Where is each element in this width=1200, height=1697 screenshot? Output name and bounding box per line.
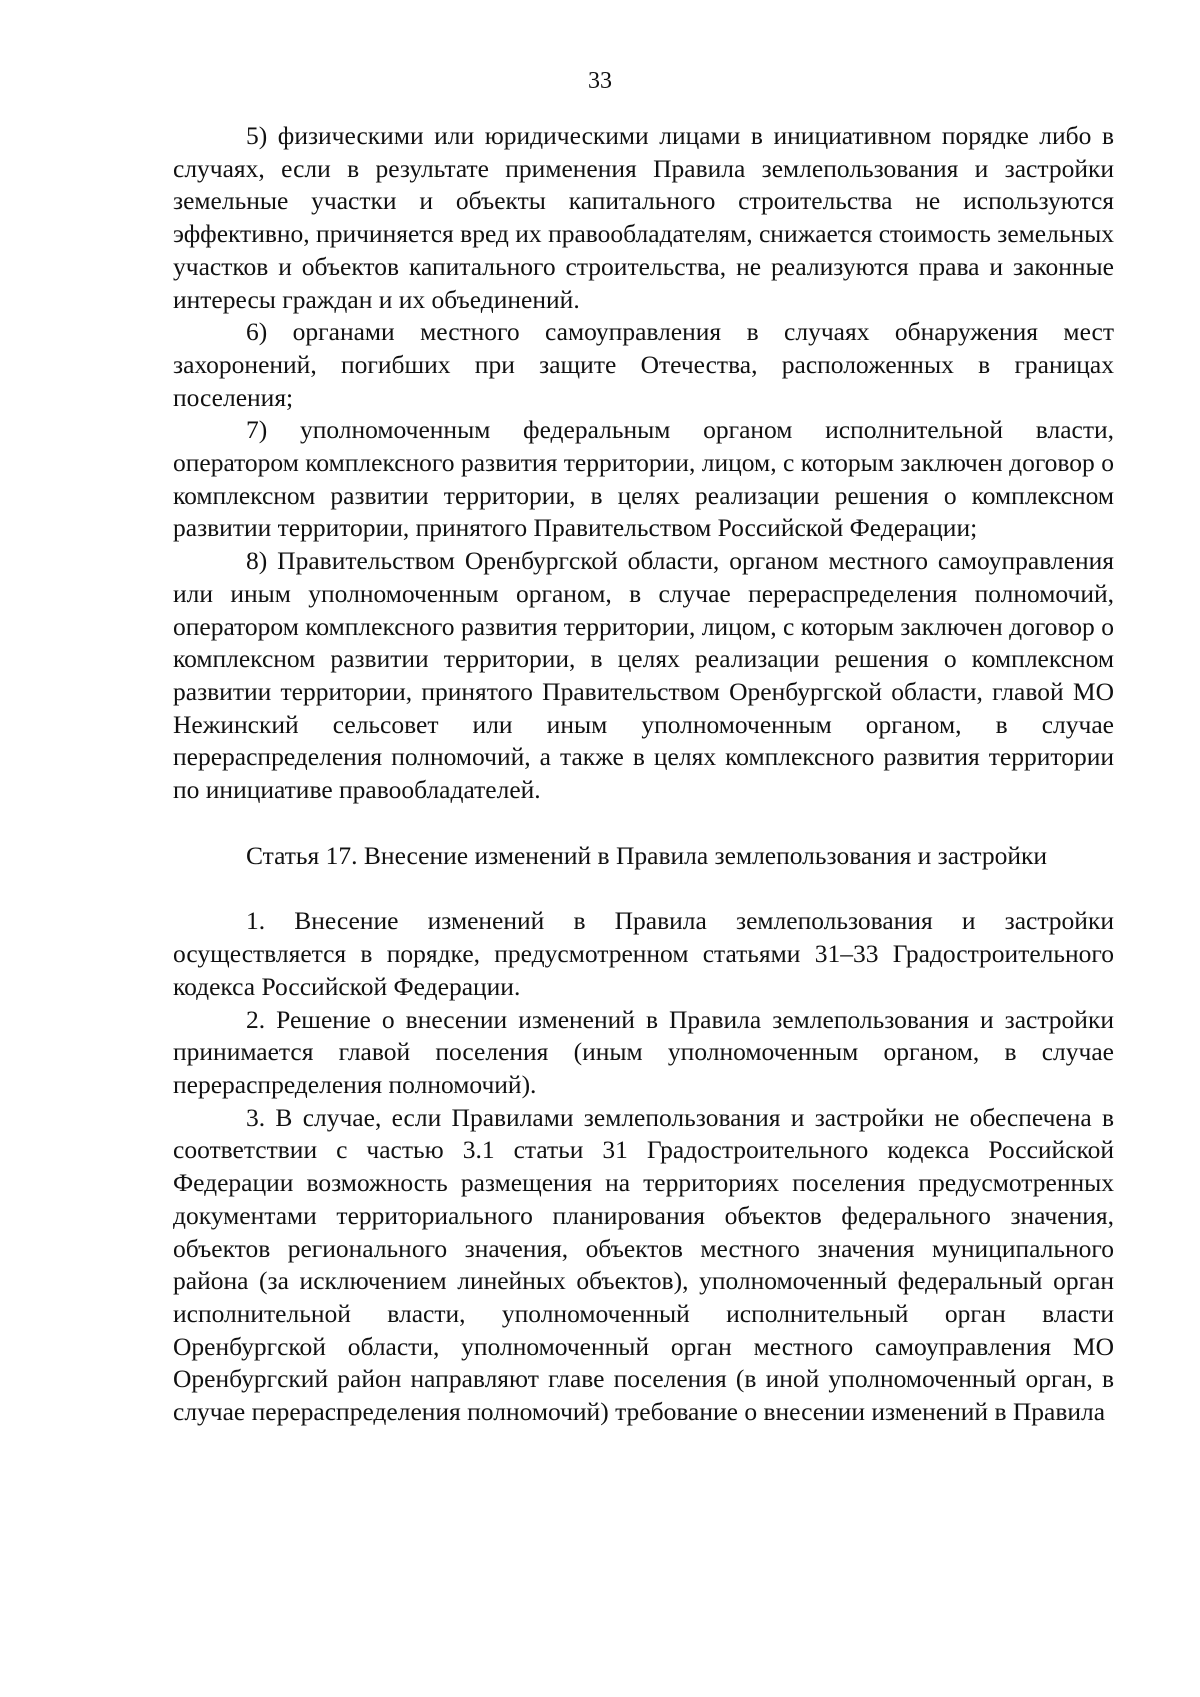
page-number: 33 bbox=[588, 68, 612, 94]
paragraph-clause-3: 3. В случае, если Правилами землепользования и застройки не обеспечена в соответствии с частью 3.1 статьи 31 Градостроительного кодекса Российской Федерации возможность размещения на территориях поселения предусмотренных документами территориального планирования объектов федерального значения, объектов регионального значения, объектов местного значения муниципального района (за исключением линейных объектов), уполномоченный федеральный орган исполнительной власти, уполномоченный исполнительный орган власти Оренбургской области, уполномоченный орган местного самоуправления МО Оренбургский район направляют главе поселения (в иной уполномоченный орган, в случае перераспределения полномочий) требование о внесении изменений в Правила bbox=[173, 1102, 1114, 1427]
paragraph-item-8: 8) Правительством Оренбургской области, органом местного самоуправления или иным уполномоченным органом, в случае перераспределения полномочий, оператором комплексного развития территории, лицом, с которым заключен договор о комплексном развитии территории, в целях реализации решения о комплексном развитии территории, принятого Правительством Оренбургской области, главой МО Нежинский сельсовет или иным уполномоченным органом, в случае перераспределения полномочий, а также в целях комплексного развития территории по инициативе правообладателей. bbox=[173, 546, 1114, 805]
paragraph-item-5: 5) физическими или юридическими лицами в инициативном порядке либо в случаях, если в результате применения Правила землепользования и застройки земельные участки и объекты капитального строительства не используются эффективно, причиняется вред их правообладателям, снижается стоимость земельных участков и объектов капитального строительства, не реализуются права и законные интересы граждан и их объединений. bbox=[173, 121, 1114, 314]
paragraph-item-6: 6) органами местного самоуправления в случаях обнаружения мест захоронений, погибших при защите Отечества, расположенных в границах поселения; bbox=[173, 317, 1114, 412]
paragraph-clause-2: 2. Решение о внесении изменений в Правила землепользования и застройки принимается главой поселения (иным уполномоченным органом, в случае перераспределения полномочий). bbox=[173, 1004, 1114, 1099]
article-heading: Статья 17. Внесение изменений в Правила землепользования и застройки bbox=[246, 840, 1047, 870]
document-body bbox=[173, 120, 1114, 1429]
paragraph-item-7: 7) уполномоченным федеральным органом исполнительной власти, оператором комплексного развития территории, лицом, с которым заключен договор о комплексном развитии территории, в целях реализации решения о комплексном развитии территории, принятого Правительством Российской Федерации; bbox=[173, 415, 1114, 543]
paragraph-clause-1: 1. Внесение изменений в Правила землепользования и застройки осуществляется в порядке, предусмотренном статьями 31–33 Градостроительного кодекса Российской Федерации. bbox=[173, 906, 1114, 1001]
